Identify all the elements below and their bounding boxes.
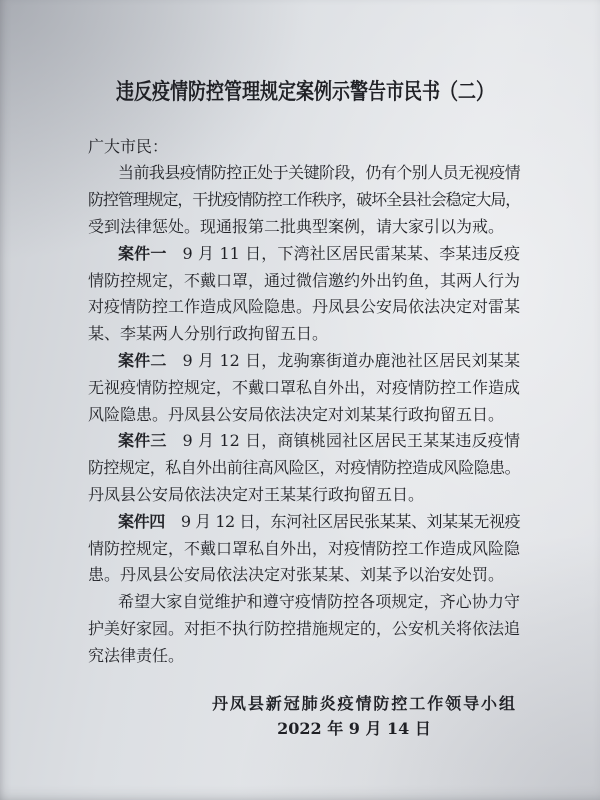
closing-line-2: 护美好家园。对拒不执行防控措施规定的，公安机关将依法追	[88, 618, 521, 638]
case-1-line-4: 某、李某两人分别行政拘留五日。	[88, 324, 329, 344]
intro-paragraph	[88, 160, 520, 240]
salutation: 广大市民：	[88, 136, 169, 156]
case-1-line-1-text: 9 月 11 日，下湾社区居民雷某某、李某违反疫	[182, 243, 520, 263]
case-3-line-3: 丹凤县公安局依法决定对王某某行政拘留五日。	[88, 484, 425, 504]
case-4-label: 案件四	[118, 511, 165, 531]
case-2-line-1	[88, 348, 520, 375]
case-2-line-1-text: 9 月 12 日，龙驹寨街道办鹿池社区居民刘某某	[182, 350, 520, 370]
issuer-signature: 丹凤县新冠肺炎疫情防控工作领导小组	[212, 694, 515, 713]
case-1-line-3: 对疫情防控工作造成风险隐患。丹凤县公安局依法决定对雷某	[88, 297, 521, 317]
case-1-paragraph	[88, 241, 520, 348]
case-4-line-1-text: 9 月 12 日，东河社区居民张某某、刘某某无视疫	[180, 511, 520, 531]
intro-line-2: 防控管理规定，干扰疫情防控工作秩序，破坏全县社会稳定大局，	[88, 190, 520, 210]
case-4-line-2: 情防控规定，不戴口罩私自外出，对疫情防控工作造成风险隐	[88, 538, 521, 558]
case-1-line-2: 情防控规定，不戴口罩，通过微信邀约外出钓鱼，其两人行为	[88, 270, 521, 290]
case-3-paragraph	[88, 428, 520, 508]
case-4-line-3: 患。丹凤县公安局依法决定对张某某、刘某予以治安处罚。	[88, 565, 505, 585]
case-4-paragraph	[88, 509, 520, 589]
issue-date: 2022 年 9 月 14 日	[277, 719, 431, 738]
notice-body	[88, 134, 520, 670]
intro-line-3: 受到法律惩处。现通报第二批典型案例，请大家引以为戒。	[88, 216, 505, 236]
case-2-line-2: 无视疫情防控规定，不戴口罩私自外出，对疫情防控工作造成	[88, 377, 521, 397]
case-2-paragraph	[88, 348, 520, 428]
case-3-line-1	[88, 428, 520, 455]
case-3-line-2: 防控规定，私自外出前往高风险区，对疫情防控造成风险隐患。	[88, 458, 520, 478]
case-4-line-1	[88, 509, 520, 536]
case-3-line-1-text: 9 月 12 日，商镇桃园社区居民王某某违反疫情	[182, 431, 520, 451]
closing-line-1: 希望大家自觉维护和遵守疫情防控各项规定，齐心协力守	[118, 592, 520, 612]
closing-paragraph	[88, 589, 520, 669]
case-3-label: 案件三	[118, 431, 167, 451]
notice-title: 违反疫情防控管理规定案例示警告市民书（二）	[116, 79, 494, 106]
case-1-line-1	[88, 241, 520, 268]
intro-line-1: 当前我县疫情防控正处于关键阶段，仍有个别人员无视疫情	[118, 163, 520, 183]
closing-line-3: 究法律责任。	[88, 645, 185, 665]
case-2-label: 案件二	[118, 350, 167, 370]
case-2-line-3: 风险隐患。丹凤县公安局依法决定对刘某某行政拘留五日。	[88, 404, 505, 424]
case-1-label: 案件一	[118, 243, 167, 263]
